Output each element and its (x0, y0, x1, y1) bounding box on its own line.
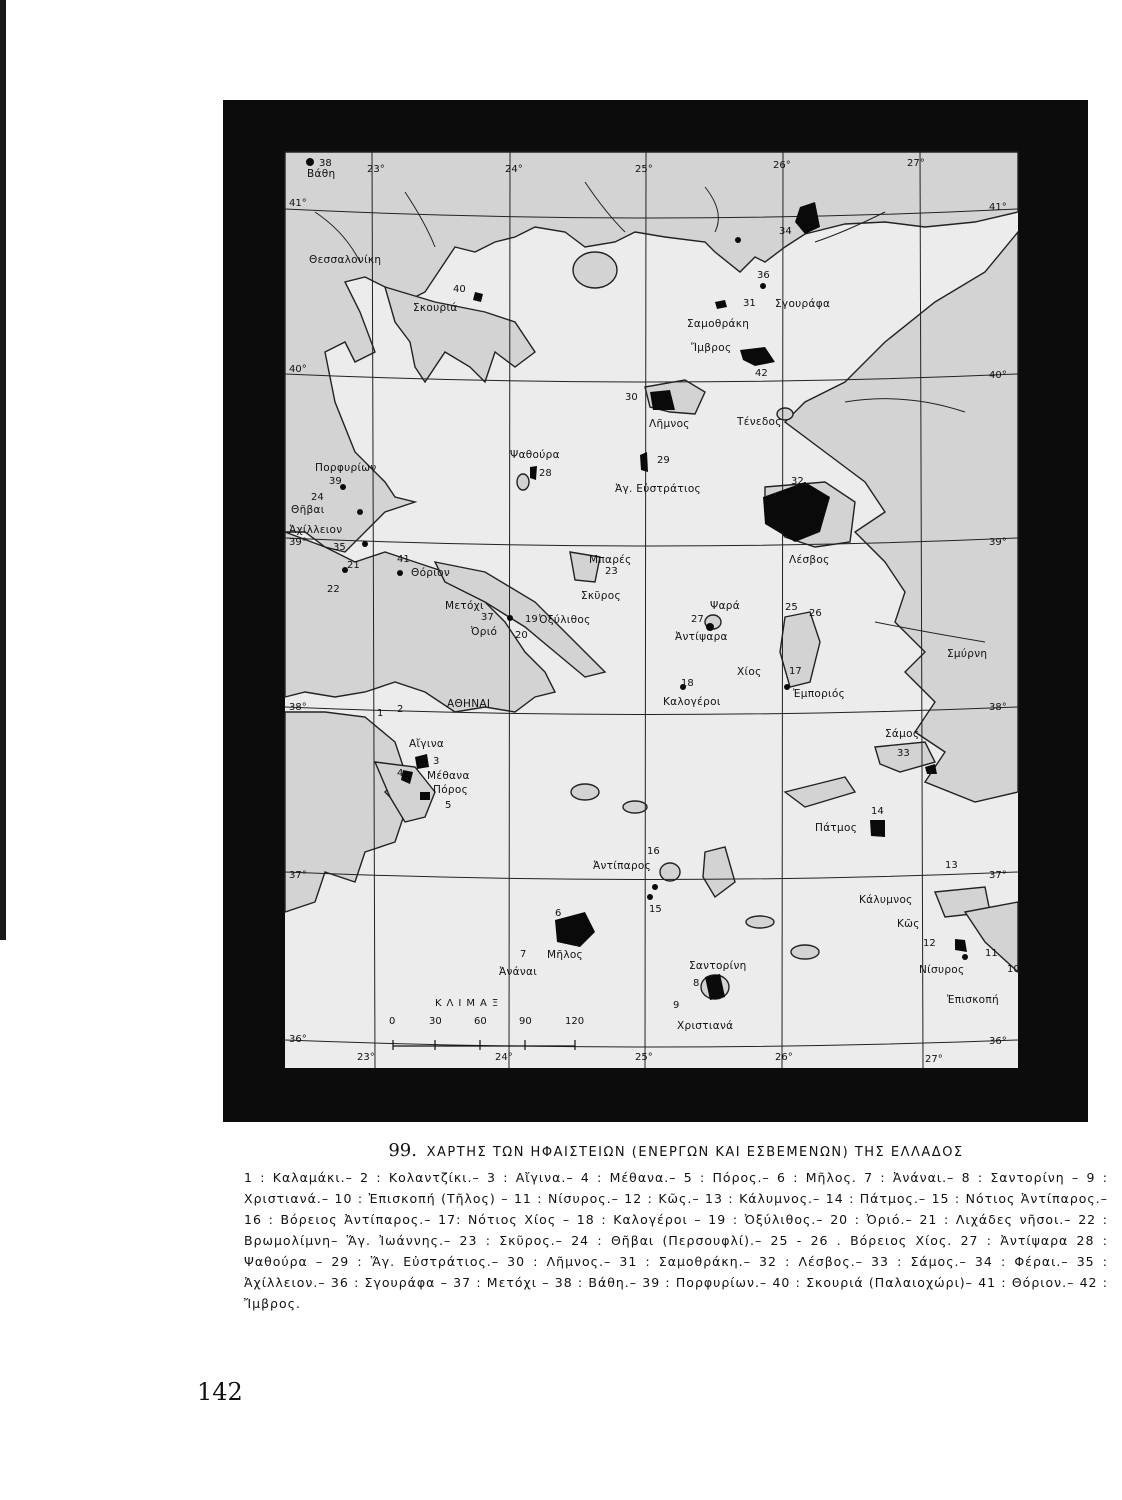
label-episkopi: Ἐπισκοπή (947, 994, 999, 1006)
marker-23: 23 (605, 566, 618, 577)
page-number: 142 (197, 1378, 243, 1406)
scale-tick-30: 30 (429, 1016, 442, 1027)
coord-right-38: 38° (989, 702, 1007, 713)
coord-right-41: 41° (989, 202, 1007, 213)
label-mpares: Μπαρές (589, 554, 632, 566)
label-chios: Χίος (737, 666, 762, 678)
label-methana: Μέθανα (427, 770, 470, 782)
marker-17: 17 (789, 666, 802, 677)
page-edge-shadow (0, 0, 6, 940)
coord-left-41: 41° (289, 198, 307, 209)
label-thorion: Θόριον (411, 567, 450, 579)
coord-left-40: 40° (289, 364, 307, 375)
caption-title-line (244, 1140, 1108, 1161)
figure-caption (244, 1140, 1108, 1314)
marker-40: 40 (453, 284, 466, 295)
marker-22: 22 (327, 584, 340, 595)
marker-4: 4 (397, 768, 404, 779)
label-antipsara: Ἀντίψαρα (675, 631, 728, 643)
coord-bottom-25: 25° (635, 1052, 653, 1063)
caption-title: ΧΑΡΤΗΣ ΤΩΝ ΗΦΑΙΣΤΕΙΩΝ (ΕΝΕΡΓΩΝ ΚΑΙ ΕΣΒΕΜΕΝΩΝ) ΤΗΣ ΕΛΛΑΔΟΣ (426, 1145, 964, 1160)
label-limnos: Λῆμνος (649, 418, 690, 430)
ikaria-shape (785, 777, 855, 807)
coord-left-37: 37° (289, 870, 307, 881)
label-orio: Ὀριό (471, 626, 498, 638)
marker-33: 33 (897, 748, 910, 759)
tinos-shape (623, 801, 647, 813)
marker-37: 37 (481, 612, 494, 623)
label-thivai: Θῆβαι (291, 504, 325, 516)
marker-18: 18 (681, 678, 694, 689)
label-nisyros: Νίσυρος (919, 964, 965, 976)
label-oxylithos: Ὀξύλιθος (539, 614, 591, 626)
peloponnese (285, 712, 405, 912)
volcano-map (285, 152, 1018, 1068)
marker-10: 10 (1007, 964, 1020, 975)
marker-27: 27 (691, 614, 704, 625)
label-psathoura: Ψαθούρα (510, 449, 560, 461)
label-kalymnos: Κάλυμνος (859, 894, 913, 906)
marker-36: 36 (757, 270, 770, 281)
coord-top-27: 27° (907, 158, 925, 169)
marker-26: 26 (809, 608, 822, 619)
coord-top-24: 24° (505, 164, 523, 175)
label-psara: Ψαρά (710, 600, 740, 612)
coord-top-23: 23° (367, 164, 385, 175)
marker-31: 31 (743, 298, 756, 309)
amorgos-shape (746, 916, 774, 928)
marker-19: 19 (525, 614, 538, 625)
label-agios-efstratios: Ἀγ. Εὐστράτιος (615, 483, 702, 495)
coord-left-39: 39° (289, 537, 307, 548)
marker-15: 15 (649, 904, 662, 915)
label-christiana: Χριστιανά (677, 1020, 734, 1032)
marker-11: 11 (985, 948, 998, 959)
label-poros: Πόρος (433, 784, 469, 796)
andros-shape (571, 784, 599, 800)
label-tenedos: Τένεδος (737, 416, 782, 428)
label-metochi: Μετόχι (445, 600, 484, 612)
marker-41: 41 (397, 554, 410, 565)
chalkidiki (385, 287, 535, 382)
marker-6: 6 (555, 908, 562, 919)
label-samothraki: Σαμοθράκη (687, 318, 750, 330)
coord-bottom-23: 23° (357, 1052, 375, 1063)
label-emporios: Ἐμποριός (793, 688, 846, 700)
label-sygourafa: Σγουράφα (775, 298, 831, 310)
label-porfyrion: Πορφυρίων (315, 462, 377, 474)
label-achilleion: Ἀχίλλειον (289, 524, 343, 536)
marker-34: 34 (779, 226, 792, 237)
label-patmos: Πάτμος (815, 822, 858, 834)
rhodes-tip (965, 902, 1018, 972)
coord-right-40: 40° (989, 370, 1007, 381)
marker-35: 35 (333, 542, 346, 553)
scale-tick-60: 60 (474, 1016, 487, 1027)
scale-tick-120: 120 (565, 1016, 585, 1027)
label-samos: Σάμος (885, 728, 920, 740)
coord-left-38: 38° (289, 702, 307, 713)
paros-shape (660, 863, 680, 881)
label-skyros: Σκῦρος (581, 590, 621, 602)
label-antiparos: Ἀντίπαρος (593, 860, 652, 872)
figure-number: 99. (388, 1140, 417, 1161)
marker-29: 29 (657, 455, 670, 466)
psathoura-shape (517, 474, 529, 490)
coord-right-37: 37° (989, 870, 1007, 881)
marker-13: 13 (945, 860, 958, 871)
label-smyrni: Σμύρνη (947, 648, 988, 660)
coord-top-26: 26° (773, 160, 791, 171)
marker-3: 3 (433, 756, 440, 767)
marker-39: 39 (329, 476, 342, 487)
label-vathi: Βάθη (307, 168, 336, 180)
map-graphics (285, 152, 1018, 1068)
central-greece (285, 532, 555, 712)
coord-left-36: 36° (289, 1034, 307, 1045)
thasos (573, 252, 617, 288)
marker-1: 1 (377, 708, 384, 719)
marker-42: 42 (755, 368, 768, 379)
marker-9: 9 (673, 1000, 680, 1011)
label-anavai: Ἀνάναι (499, 966, 538, 978)
scale-title: ΚΛΙΜΑΞ (435, 998, 504, 1009)
naxos-shape (703, 847, 735, 897)
coord-right-39: 39° (989, 537, 1007, 548)
label-thessaloniki: Θεσσαλονίκη (309, 254, 382, 266)
coord-bottom-27: 27° (925, 1054, 943, 1065)
marker-5: 5 (445, 800, 452, 811)
label-lesvos: Λέσβος (789, 554, 830, 566)
marker-38: 38 (319, 158, 332, 169)
caption-legend: 1 : Καλαμάκι.– 2 : Κολαντζίκι.– 3 : Αἴγινα.– 4 : Μέθανα.– 5 : Πόρος.– 6 : Μῆλος. 7 : Ἀνάναι.– 8 : Σαντορίνη – 9 : Χριστιανά.– 10 : Ἐπισκοπή (Τῆλος) – 11 : Νίσυρος.– 12 : Κῶς.– 13 : Κάλυμνος.– 14 : Πάτμος.– 15 : Νότιος Ἀντίπαρος.–16 : Βόρειος Ἀντίπαρος.– 17: Νότιος Χίος – 18 : Καλογέροι – 19 : Ὀξύλιθος.– 20 : Ὀριό.– 21 : Λιχάδες νῆσοι.– 22 : Βρωμολίμνη– Ἅγ. Ἰωάννης.– 23 : Σκῦρος.– 24 : Θῆβαι (Περσουφλί).– 25 - 26 . Βόρειος Χίος. 27 : Ἀντίψαρα 28 : Ψαθούρα – 29 : Ἅγ. Εὐστράτιος.– 30 : Λῆμνος.– 31 : Σαμοθράκη.– 32 : Λέσβος.– 33 : Σάμος.– 34 : Φέραι.– 35 : Ἀχίλλειον.– 36 : Σγουράφα – 37 : Μετόχι – 38 : Βάθη.– 39 : Πορφυρίων.– 40 : Σκουριά (Παλαιοχώρι)– 41 : Θόριον.– 42 : Ἴμβρος. (244, 1170, 1108, 1311)
marker-8: 8 (693, 978, 700, 989)
marker-12: 12 (923, 938, 936, 949)
marker-7: 7 (520, 949, 527, 960)
marker-30: 30 (625, 392, 638, 403)
marker-25: 25 (785, 602, 798, 613)
marker-21: 21 (347, 560, 360, 571)
marker-2: 2 (397, 704, 404, 715)
scale-tick-90: 90 (519, 1016, 532, 1027)
astypalaia-shape (791, 945, 819, 959)
scale-tick-0: 0 (389, 1016, 396, 1027)
coord-bottom-26: 26° (775, 1052, 793, 1063)
marker-32: 32 (791, 476, 804, 487)
coord-top-25: 25° (635, 164, 653, 175)
label-kalogeroi: Καλογέροι (663, 696, 721, 708)
label-kos: Κῶς (897, 918, 920, 930)
label-milos: Μῆλος (547, 949, 584, 961)
label-imvros: Ἴμβρος (691, 342, 732, 354)
label-athinai: ΑΘΗΝΑΙ (447, 698, 491, 710)
marker-24: 24 (311, 492, 324, 503)
label-aigina: Αἴγινα (409, 738, 445, 750)
marker-20: 20 (515, 630, 528, 641)
coord-right-36: 36° (989, 1036, 1007, 1047)
label-skouria: Σκουριά (413, 302, 458, 314)
label-santorini: Σαντορίνη (689, 960, 747, 972)
marker-28: 28 (539, 468, 552, 479)
coord-bottom-24: 24° (495, 1052, 513, 1063)
marker-14: 14 (871, 806, 884, 817)
marker-16: 16 (647, 846, 660, 857)
